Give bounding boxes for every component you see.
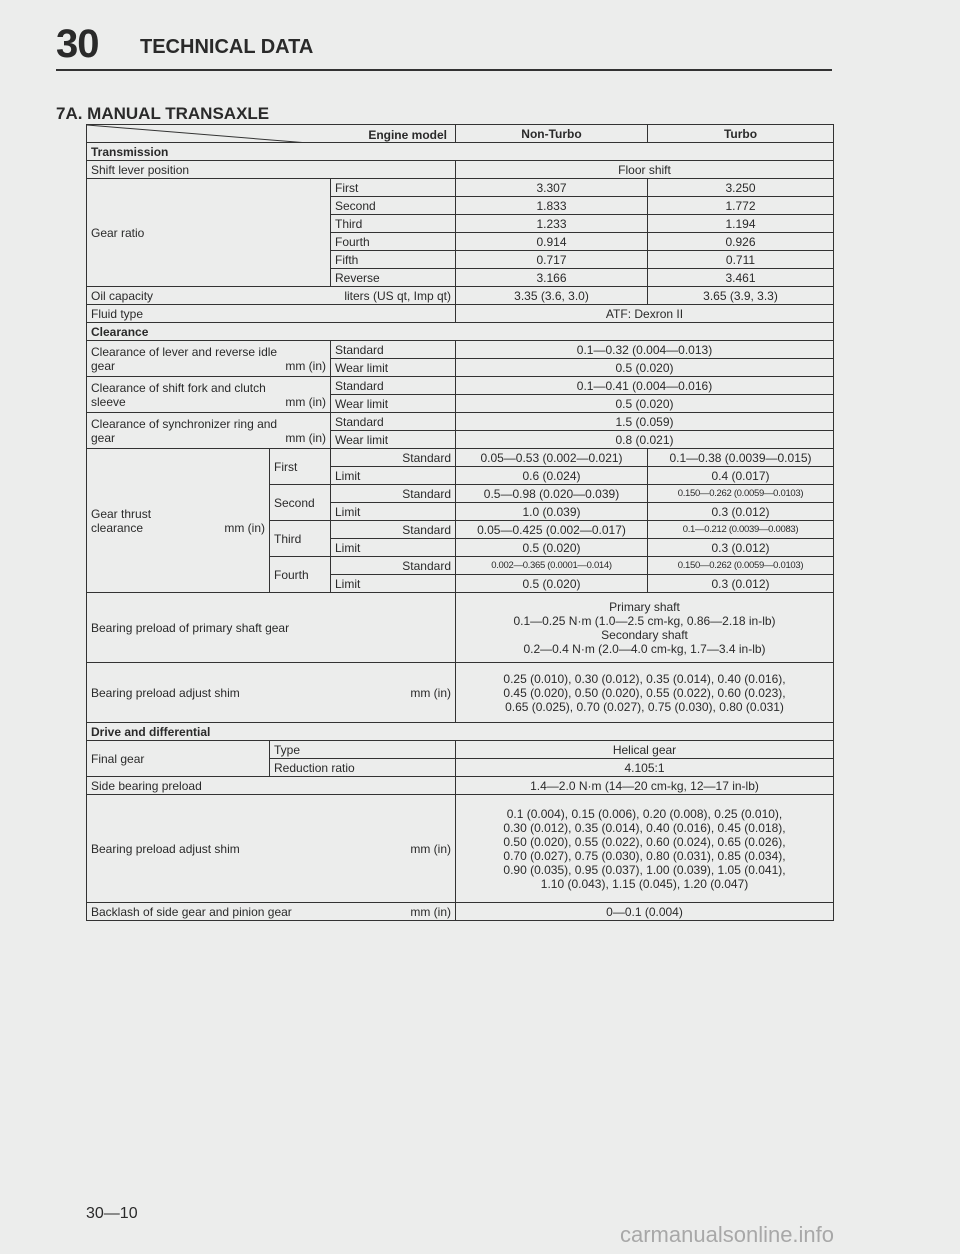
synchronizer-label-line2: gear <box>91 430 116 445</box>
gear-thrust-label-line1: Gear thrust <box>91 506 152 521</box>
primary-preload-line4: 0.2—0.4 N·m (2.0—4.0 cm-kg, 1.7—3.4 in-lb) <box>523 641 766 656</box>
shift-fork-wear: 0.5 (0.020) <box>456 395 834 413</box>
table-row <box>87 449 834 467</box>
chapter-number: 30 <box>56 22 99 66</box>
idle-gear-label <box>87 341 331 377</box>
idle-gear-label-line2: gear <box>91 358 116 373</box>
type-label: Type <box>270 741 456 759</box>
gear-ratio-turbo: 1.194 <box>648 215 834 233</box>
final-gear-label: Final gear <box>87 741 270 777</box>
thrust-standard-non-turbo: 0.05—0.425 (0.002—0.017) <box>456 521 648 539</box>
idle-gear-wear: 0.5 (0.020) <box>456 359 834 377</box>
oil-capacity-unit: liters (US qt, Imp qt) <box>344 288 451 303</box>
gear-ratio-label: Gear ratio <box>87 179 331 287</box>
standard-label: Standard <box>331 557 456 575</box>
gear-thrust-label-line2: clearance <box>91 520 144 535</box>
transmission-title: Transmission <box>87 143 834 161</box>
col-non-turbo: Non-Turbo <box>456 125 648 143</box>
thrust-limit-non-turbo: 1.0 (0.039) <box>456 503 648 521</box>
page-title: TECHNICAL DATA <box>140 36 314 58</box>
oil-capacity-row-label <box>87 287 456 305</box>
gear-name: Third <box>331 215 456 233</box>
primary-preload-line3: Secondary shaft <box>601 627 688 642</box>
thrust-standard-turbo: 0.150—0.262 (0.0059—0.0103) <box>648 485 834 503</box>
drive-title: Drive and differential <box>87 723 834 741</box>
wear-limit-label: Wear limit <box>331 359 456 377</box>
standard-label: Standard <box>331 449 456 467</box>
shift-fork-label-line1: Clearance of shift fork and clutch <box>91 380 266 395</box>
shift-fork-unit: mm (in) <box>285 394 326 409</box>
shim2-label: Bearing preload adjust shim <box>91 841 240 856</box>
shift-lever-value: Floor shift <box>456 161 834 179</box>
watermark: carmanualsonline.info <box>620 1222 835 1247</box>
synchronizer-wear: 0.8 (0.021) <box>456 431 834 449</box>
thrust-standard-turbo: 0.150—0.262 (0.0059—0.0103) <box>648 557 834 575</box>
thrust-standard-turbo: 0.1—0.212 (0.0039—0.0083) <box>648 521 834 539</box>
thrust-limit-non-turbo: 0.5 (0.020) <box>456 575 648 593</box>
backlash-row-label <box>87 903 456 921</box>
thrust-limit-non-turbo: 0.6 (0.024) <box>456 467 648 485</box>
table-header-row <box>87 125 834 143</box>
gear-name: First <box>331 179 456 197</box>
shift-fork-label-line2: sleeve <box>91 394 126 409</box>
item-label <box>93 141 118 143</box>
side-bearing-value: 1.4—2.0 N·m (14—20 cm-kg, 12—17 in-lb) <box>456 777 834 795</box>
shim2-values-line3: 0.50 (0.020), 0.55 (0.022), 0.60 (0.024), 0.65 (0.026), <box>503 834 786 849</box>
thrust-standard-turbo: 0.1—0.38 (0.0039—0.015) <box>648 449 834 467</box>
standard-label: Standard <box>331 341 456 359</box>
wear-limit-label: Wear limit <box>331 395 456 413</box>
gear-name: Second <box>331 197 456 215</box>
primary-preload-line2: 0.1—0.25 N·m (1.0—2.5 cm-kg, 0.86—2.18 in-lb) <box>513 613 776 628</box>
standard-label: Standard <box>331 521 456 539</box>
gear-ratio-non-turbo: 3.307 <box>456 179 648 197</box>
thrust-limit-turbo: 0.3 (0.012) <box>648 503 834 521</box>
fluid-type-value: ATF: Dexron II <box>456 305 834 323</box>
side-bearing-label: Side bearing preload <box>87 777 456 795</box>
thrust-gear-name: Second <box>270 485 331 521</box>
type-value: Helical gear <box>456 741 834 759</box>
shift-fork-standard: 0.1—0.41 (0.004—0.016) <box>456 377 834 395</box>
shim2-values-line4: 0.70 (0.027), 0.75 (0.030), 0.80 (0.031), 0.85 (0.034), <box>503 848 786 863</box>
gear-ratio-non-turbo: 0.914 <box>456 233 648 251</box>
shim-values <box>456 663 834 723</box>
backlash-label: Backlash of side gear and pinion gear <box>91 904 292 919</box>
engine-model-label: Engine model <box>368 128 447 142</box>
backlash-unit: mm (in) <box>410 904 451 919</box>
shim2-row-label <box>87 795 456 903</box>
gear-ratio-turbo: 0.926 <box>648 233 834 251</box>
standard-label: Standard <box>331 485 456 503</box>
limit-label: Limit <box>331 503 456 521</box>
synchronizer-label <box>87 413 331 449</box>
reduction-ratio-value: 4.105:1 <box>456 759 834 777</box>
limit-label: Limit <box>331 467 456 485</box>
idle-gear-label-line1: Clearance of lever and reverse idle <box>91 344 278 359</box>
shim-values-line2: 0.45 (0.020), 0.50 (0.020), 0.55 (0.022), 0.60 (0.023), <box>503 685 786 700</box>
limit-label: Limit <box>331 575 456 593</box>
primary-preload-value <box>456 593 834 663</box>
col-turbo: Turbo <box>648 125 834 143</box>
thrust-limit-turbo: 0.4 (0.017) <box>648 467 834 485</box>
thrust-standard-non-turbo: 0.002—0.365 (0.0001—0.014) <box>456 557 648 575</box>
primary-preload-label: Bearing preload of primary shaft gear <box>87 593 456 663</box>
shim-unit: mm (in) <box>410 685 451 700</box>
section-title: 7A. MANUAL TRANSAXLE <box>56 104 270 123</box>
shim-values-line1: 0.25 (0.010), 0.30 (0.012), 0.35 (0.014), 0.40 (0.016), <box>503 671 786 686</box>
backlash-value: 0—0.1 (0.004) <box>456 903 834 921</box>
shift-fork-label <box>87 377 331 413</box>
gear-thrust-label <box>87 449 270 593</box>
gear-name: Reverse <box>331 269 456 287</box>
shim-label: Bearing preload adjust shim <box>91 685 240 700</box>
reduction-ratio-label: Reduction ratio <box>270 759 456 777</box>
shim-row-label <box>87 663 456 723</box>
shim2-unit: mm (in) <box>410 841 451 856</box>
gear-ratio-turbo: 3.461 <box>648 269 834 287</box>
shim2-values-line5: 0.90 (0.035), 0.95 (0.037), 1.00 (0.039), 1.05 (0.041), <box>503 862 786 877</box>
oil-capacity-turbo: 3.65 (3.9, 3.3) <box>648 287 834 305</box>
header-diagonal-cell <box>87 125 456 143</box>
gear-name: Fifth <box>331 251 456 269</box>
thrust-gear-name: Third <box>270 521 331 557</box>
gear-ratio-non-turbo: 0.717 <box>456 251 648 269</box>
standard-label: Standard <box>331 377 456 395</box>
thrust-limit-turbo: 0.3 (0.012) <box>648 575 834 593</box>
limit-label: Limit <box>331 539 456 557</box>
thrust-gear-name: Fourth <box>270 557 331 593</box>
gear-thrust-unit: mm (in) <box>224 520 265 535</box>
gear-ratio-non-turbo: 3.166 <box>456 269 648 287</box>
wear-limit-label: Wear limit <box>331 431 456 449</box>
idle-gear-standard: 0.1—0.32 (0.004—0.013) <box>456 341 834 359</box>
clearance-title: Clearance <box>87 323 834 341</box>
shift-lever-label: Shift lever position <box>87 161 456 179</box>
thrust-gear-name: First <box>270 449 331 485</box>
gear-name: Fourth <box>331 233 456 251</box>
shim2-values-line1: 0.1 (0.004), 0.15 (0.006), 0.20 (0.008), 0.25 (0.010), <box>506 806 783 821</box>
fluid-type-label: Fluid type <box>87 305 456 323</box>
shim2-values-line2: 0.30 (0.012), 0.35 (0.014), 0.40 (0.016), 0.45 (0.018), <box>503 820 786 835</box>
page-number: 30—10 <box>86 1205 138 1222</box>
shim2-values-line6: 1.10 (0.043), 1.15 (0.045), 1.20 (0.047) <box>540 876 749 891</box>
oil-capacity-label: Oil capacity <box>91 288 154 303</box>
thrust-standard-non-turbo: 0.05—0.53 (0.002—0.021) <box>456 449 648 467</box>
shim2-values <box>456 795 834 903</box>
spec-table <box>86 124 834 921</box>
thrust-standard-non-turbo: 0.5—0.98 (0.020—0.039) <box>456 485 648 503</box>
gear-ratio-turbo: 0.711 <box>648 251 834 269</box>
thrust-limit-non-turbo: 0.5 (0.020) <box>456 539 648 557</box>
synchronizer-standard: 1.5 (0.059) <box>456 413 834 431</box>
header-rule <box>56 69 832 71</box>
standard-label: Standard <box>331 413 456 431</box>
synchronizer-label-line1: Clearance of synchronizer ring and <box>91 416 278 431</box>
gear-ratio-non-turbo: 1.233 <box>456 215 648 233</box>
gear-ratio-turbo: 1.772 <box>648 197 834 215</box>
gear-ratio-non-turbo: 1.833 <box>456 197 648 215</box>
table-row <box>87 179 834 197</box>
oil-capacity-non-turbo: 3.35 (3.6, 3.0) <box>456 287 648 305</box>
primary-preload-line1: Primary shaft <box>609 599 680 614</box>
shim-values-line3: 0.65 (0.025), 0.70 (0.027), 0.75 (0.030), 0.80 (0.031) <box>505 699 784 714</box>
synchronizer-unit: mm (in) <box>285 430 326 445</box>
thrust-limit-turbo: 0.3 (0.012) <box>648 539 834 557</box>
idle-gear-unit: mm (in) <box>285 358 326 373</box>
gear-ratio-turbo: 3.250 <box>648 179 834 197</box>
